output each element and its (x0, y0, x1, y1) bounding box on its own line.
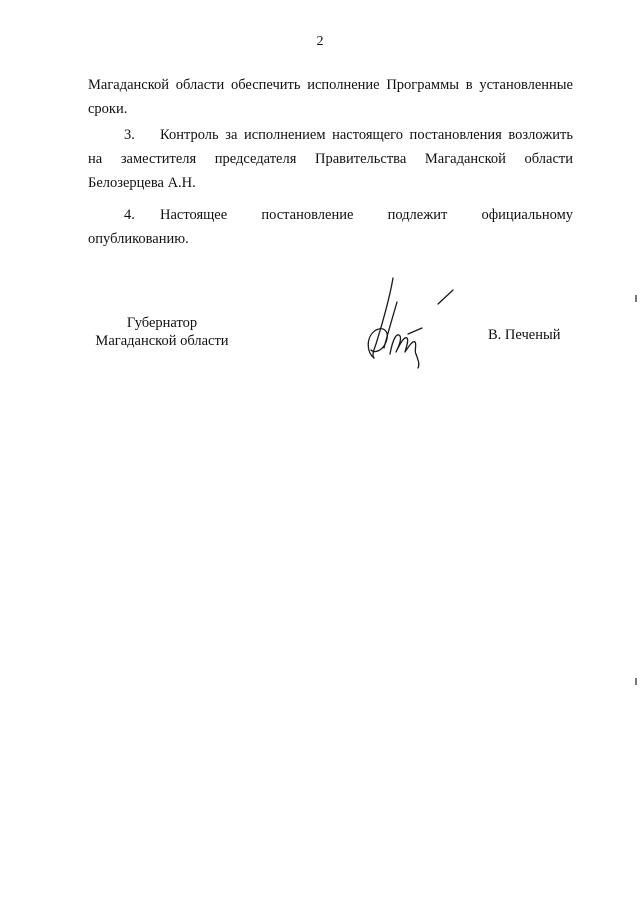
item-number: 4. (124, 207, 135, 223)
paragraph-line: Магаданской области обеспечить исполнение Программы в установленные (88, 77, 573, 93)
signer-position-line: Губернатор (126, 315, 198, 331)
signer-position (88, 314, 236, 350)
paragraph-first-line (88, 123, 573, 147)
scan-edge-mark (635, 295, 637, 302)
paragraph-line: сроки. (88, 101, 128, 117)
signer-position-line: Магаданской области (95, 333, 229, 349)
paragraph-line: Белозерцева А.Н. (88, 175, 196, 191)
handwritten-signature (360, 274, 460, 370)
paragraph-line: на заместителя председателя Правительства Магаданской области (88, 151, 573, 167)
page-number: 2 (316, 34, 324, 49)
paragraph-text: Настоящее постановление подлежит официальному (160, 207, 573, 223)
paragraph-first-line (88, 203, 573, 227)
paragraph-item-3 (88, 123, 573, 195)
item-number: 3. (124, 127, 135, 143)
signer-name: В. Печеный (488, 327, 561, 343)
paragraph-continuation (88, 73, 573, 121)
paragraph-text: Контроль за исполнением настоящего постановления возложить (160, 127, 573, 143)
paragraph-line: опубликованию. (88, 231, 189, 247)
paragraph-item-4 (88, 203, 573, 251)
scan-edge-mark (635, 678, 637, 685)
